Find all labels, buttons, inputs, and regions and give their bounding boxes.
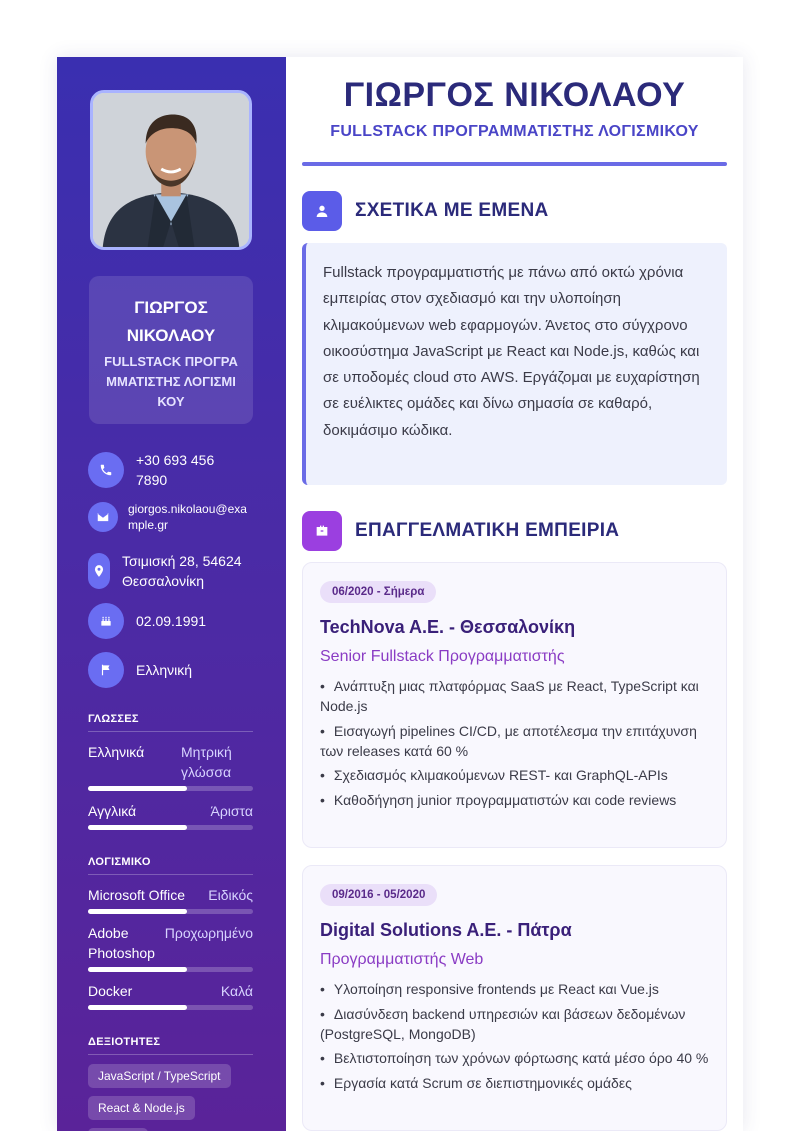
software-level-bar	[88, 1005, 253, 1010]
job-bullet: • Εργασία κατά Scrum σε διεπιστημονικές ομάδες	[320, 1073, 710, 1093]
job-bullet: • Ανάπτυξη μιας πλατφόρμας SaaS με React, TypeScript και Node.js	[320, 676, 710, 716]
phone-icon	[88, 452, 124, 488]
cake-icon	[88, 603, 124, 639]
job-bullets	[320, 979, 710, 1093]
software-level: Καλά	[220, 983, 253, 999]
contact-email	[88, 501, 268, 533]
languages-heading: ΓΛΩΣΣΕΣ	[88, 713, 253, 732]
about-text: Fullstack προγραμματιστής με πάνω από οκτώ χρόνια εμπειρίας στον σχεδιασμό και την υλοποίηση κλιμακούμενων web εφαρμογών. Άνετος στο σύγχρονο οικοσύστημα JavaScript με React και Node.js, καθώς και σε υποδομές cloud στο AWS. Εργάζομαι με ευχαρίστηση σε ευέλικτες ομάδες και δίνω σημασία σε καθαρό, δοκιμάσιμο κώδικα.	[302, 243, 727, 485]
software-photoshop	[88, 923, 253, 972]
software-level-bar	[88, 967, 253, 972]
software-name: Adobe Photoshop	[88, 925, 155, 961]
experience-heading: ΕΠΑΓΓΕΛΜΑΤΙΚΗ ΕΜΠΕΙΡΙΑ	[355, 520, 620, 541]
contact-nationality	[88, 652, 268, 688]
job-bullet: • Εισαγωγή pipelines CI/CD, με αποτέλεσμα την επιτάχυνση των releases κατά 60 %	[320, 721, 710, 761]
email-icon	[88, 502, 118, 532]
sidebar-name-line2: ΝΙΚΟΛΑΟΥ	[126, 326, 216, 345]
skill-chip: React & Node.js	[88, 1096, 195, 1120]
job-bullets	[320, 676, 710, 810]
briefcase-icon	[302, 511, 342, 551]
phone-text: +30 693 456 7890	[136, 452, 215, 488]
sidebar	[57, 57, 286, 1131]
header-divider	[302, 162, 727, 166]
job-bullet: • Σχεδιασμός κλιμακούμενων REST- και GraphQL-APIs	[320, 765, 710, 785]
language-level-bar	[88, 786, 253, 791]
language-name: Αγγλικά	[88, 803, 137, 819]
software-level-fill	[88, 909, 187, 914]
software-name: Microsoft Office	[88, 887, 185, 903]
job-date-badge: 06/2020 - Σήμερα	[320, 581, 436, 603]
sidebar-name-line1: ΓΙΩΡΓΟΣ	[134, 298, 208, 317]
job-bullet: • Καθοδήγηση junior προγραμματιστών και code reviews	[320, 790, 710, 810]
job-bullet: • Υλοποίηση responsive frontends με React και Vue.js	[320, 979, 710, 999]
skills-heading: ΔΕΞΙΟΤΗΤΕΣ	[88, 1036, 253, 1055]
software-docker	[88, 981, 253, 1010]
contact-address	[88, 551, 268, 591]
job-role: Προγραμματιστής Web	[320, 951, 484, 968]
software-level: Ειδικός	[208, 887, 253, 903]
email-text: giorgos.nikolaou@example.gr	[128, 502, 247, 532]
experience-section-title	[302, 511, 619, 551]
birthdate-text: 02.09.1991	[136, 613, 207, 629]
cv-page	[57, 57, 743, 1131]
contact-birthdate	[88, 603, 268, 639]
job-bullet: • Διασύνδεση backend υπηρεσιών και βάσεων δεδομένων (PostgreSQL, MongoDB)	[320, 1004, 710, 1044]
software-name: Docker	[88, 983, 133, 999]
software-heading: ΛΟΓΙΣΜΙΚΟ	[88, 856, 253, 875]
main-content	[286, 57, 743, 1131]
language-level: Άριστα	[210, 803, 253, 819]
sidebar-job-title: FULLSTACK ΠΡΟΓΡΑΜΜΑΤΙΣΤΗΣ ΛΟΓΙΣΜΙΚΟΥ	[104, 354, 238, 409]
language-level: Μητρική γλώσσα	[181, 744, 232, 780]
sidebar-name-card	[89, 276, 253, 424]
contact-phone	[88, 450, 268, 490]
nationality-text: Ελληνική	[136, 662, 193, 678]
software-office	[88, 885, 253, 914]
job-title: FULLSTACK ΠΡΟΓΡΑΜΜΑΤΙΣΤΗΣ ΛΟΓΙΣΜΙΚΟΥ	[330, 123, 699, 140]
skill-chip: JavaScript / TypeScript	[88, 1064, 231, 1088]
job-date-badge: 09/2016 - 05/2020	[320, 884, 437, 906]
language-level-bar	[88, 825, 253, 830]
language-level-fill	[88, 786, 187, 791]
header	[302, 73, 727, 141]
person-icon	[302, 191, 342, 231]
language-greek	[88, 742, 253, 791]
page-title: ΓΙΩΡΓΟΣ ΝΙΚΟΛΑΟΥ	[343, 76, 686, 114]
software-level-bar	[88, 909, 253, 914]
flag-icon	[88, 652, 124, 688]
job-role: Senior Fullstack Προγραμματιστής	[320, 648, 565, 665]
software-level: Προχωρημένο	[164, 925, 253, 941]
language-english	[88, 801, 253, 830]
software-level-fill	[88, 967, 187, 972]
language-level-fill	[88, 825, 187, 830]
location-pin-icon	[88, 553, 110, 589]
address-text: Τσιμισκή 28, 54624 Θεσσαλονίκη	[122, 553, 242, 589]
job-card	[302, 865, 727, 1131]
job-company: TechNova A.E. - Θεσσαλονίκη	[320, 617, 576, 637]
about-section-title	[302, 191, 549, 231]
job-card	[302, 562, 727, 848]
about-heading: ΣΧΕΤΙΚΑ ΜΕ ΕΜΕΝΑ	[355, 200, 549, 221]
software-level-fill	[88, 1005, 187, 1010]
job-company: Digital Solutions A.E. - Πάτρα	[320, 920, 572, 940]
language-name: Ελληνικά	[88, 744, 145, 760]
job-bullet: • Βελτιστοποίηση των χρόνων φόρτωσης κατά μέσο όρο 40 %	[320, 1048, 710, 1068]
profile-photo	[90, 90, 252, 250]
